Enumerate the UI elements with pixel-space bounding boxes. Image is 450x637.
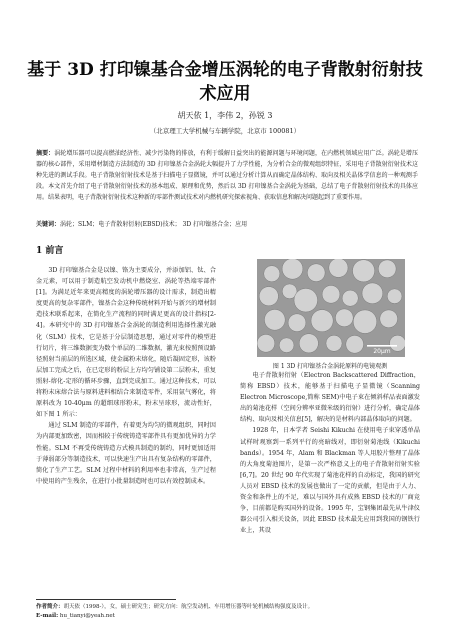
author-bio-label: 作者简介：	[36, 604, 64, 610]
powder-particle	[264, 309, 285, 330]
paragraph: 通过 SLM 制造的零部件，有着更为均匀的微观组织，同时因为内部更加致密，因而相较于传统铸造零部件具有更加优异的力学性能。SLM 不再受传统铸造方式模具制造的制约，同时更加适用于薄弱部分等制造技术，可以快速生产出具有复杂结构的零部件，简化了生产工艺。SLM 过程中材料的利用率也非常高，生产过程中使用的产生残余，在进行小批量制造时也可以有效控制成本。	[36, 422, 216, 485]
left-column	[36, 265, 216, 487]
email-link[interactable]: hu_tianyi@yeah.net	[59, 613, 115, 619]
powder-particle	[311, 310, 333, 332]
powder-particle	[387, 289, 402, 304]
paragraph: 电子背散射衍射（Electron Backscattered Diffraction，简称 EBSD）技术，能够基于扫描电子显微镜（Scanning Electron Microscope,简称 SEM)中电子束在倾斜样品表面激发出的菊池花样（空间分辨率亚微米级的衍射）进行分析，确定晶体结构、取向及相关信息[5]，解决的是材料内部晶体取向的问题。	[240, 372, 420, 424]
right-column	[240, 370, 420, 536]
powder-particle	[326, 335, 342, 351]
scale-bar	[367, 345, 397, 347]
powder-particle	[282, 259, 303, 279]
powder-particle	[335, 309, 353, 327]
powder-particle	[378, 260, 396, 278]
paragraph: 1928 年，日本学者 Seishi Kikuchi 在使用电子束穿透单晶试样时观察到一系列平行的亮暗线对，即衍射菊池线（Kikuchi bands）。1954 年，Alam 和 Blackman 等人用胶片整理了晶体的大角度菊池图片，是第一次严格意义上的电子背散射衍射实验[6,7]。20 世纪 90 年代实现了菊池花样的自动标定，我国的研究人员对 EBSD 技术的发展也做出了一定的贡献，但是由于人力、资金和条件上的不足，难以与国外具有成熟 EBSD 技术的厂商竞争，目前都是购买国外的设备。1995 年，宝钢集团最先从牛津仪器公司引入相关设备，因此 EBSD 技术最先应用到我国的钢铁行业上，其设	[240, 427, 420, 535]
footnote-divider	[36, 599, 176, 600]
powder-particle	[322, 285, 340, 303]
sem-figure	[257, 259, 405, 357]
author-list: 胡天依 1，李伟 2，孙锐 3	[177, 111, 273, 120]
keywords	[36, 219, 418, 228]
abstract-text: 涡轮增压器可以提高燃油经济性、减少污染物的排放，有利于缓解日益突出的能源问题与环境问题，在内燃机领域应用广泛。涡轮是增压器的核心部件，采用增材制造方法制造的 3D 打印镍基合金涡轮大幅提升了力学性能，为分析合金的微观组织特征，采用电子背散射衍射技术这种先进的测试手段。电子背散射衍射技术是基于扫描电子显微镜，并可以通过分析计算从而确定晶体结构、取向及相关晶体学信息的一种观测手段。本文首先介绍了电子背散射衍射技术的基本组成、原理和优势，然后以 3D 打印镍基合金涡轮为基础，总结了电子背散射衍射技术的具体应用。结果表明，电子背散射衍射技术这种新的零部件测试技术对内燃机研究探索视角、获取信息和解决问题起到了重要作用。	[36, 150, 418, 201]
powder-particle	[390, 335, 406, 351]
abstract-label: 摘要：	[36, 150, 55, 157]
powder-particle	[342, 290, 358, 306]
keywords-label: 关键词：	[36, 221, 61, 228]
author-email	[36, 612, 436, 621]
powder-particle	[380, 310, 398, 328]
powder-particle	[259, 287, 278, 306]
title-line-2: 术应用	[199, 84, 251, 104]
footnote	[36, 603, 436, 621]
powder-particle	[294, 288, 318, 312]
powder-particle	[353, 260, 375, 282]
abstract	[36, 148, 418, 203]
title-line-1: 基于 3D 打印镍基合金增压涡轮的电子背散射衍射技	[27, 60, 423, 80]
keywords-text: 涡轮；SLM；电子背散射衍射(EBSD)技术； 3D 打印镍基合金；应用	[60, 221, 248, 228]
paragraph: 3D 打印镍基合金是以镍、铬为主要成分，并添加铝、钛、合金元素，可以用于制造航空发动机中燃烧室、涡轮等热端零部件[1]。为满足近年来更高精度的涡轮增压器的设计需求，制造出精度更高的复杂零部件，镍基合金这种传统材料开始与新兴的增材制造技术联系起来，在简化生产流程的同时满足更高的设计指标[2-4]。本研究中的 3D 打印镍基合金涡轮的制造利用选择性激光融化（SLM）技术，它是基于分层制造思想，通过对零件的模型进行切片，将三维数据变为数个单层的二维数据，激光束按照预设路径照射当前层的所选区域，使金属粉末熔化，随后凝固定形，该粉层加工完成之后，在已定形的粉层上方均匀铺设第二层粉末，重复照射-熔化-定形的循环步骤，直到完成加工。通过这种技术，可以将粉末床熔合法与原料进料相结合来制造零件，采用氩气雾化，将原料改为 10-40μm 的超细球形粉末，粉末呈球形，流动性好，如下图 1 所示：	[36, 267, 216, 419]
powder-particle	[288, 314, 306, 332]
powder-particle	[353, 310, 377, 334]
sem-micrograph	[257, 259, 405, 357]
powder-particle	[329, 259, 348, 277]
affiliation: （北京理工大学机械与车辆学院，北京市 100081）	[149, 127, 301, 135]
section-heading: 1 前言	[36, 246, 64, 256]
email-label: E-mail:	[36, 613, 59, 619]
powder-particle	[346, 335, 364, 353]
powder-particle	[299, 334, 318, 353]
powder-particle	[257, 334, 275, 352]
paper-title	[20, 58, 430, 106]
figure-caption: 图 1 3D 打印镍基合金涡轮原料的电镜观测	[272, 363, 388, 370]
powder-particle	[279, 338, 294, 353]
scale-label: 20μm	[373, 348, 391, 355]
powder-particle	[264, 266, 280, 282]
author-bio-text: 胡天依（1998-），女，硕士研究生；研究方向：航空发动机、车用增压器等叶轮机械结构强度及设计。	[63, 604, 314, 610]
powder-particle	[307, 264, 325, 282]
author-bio	[36, 603, 436, 612]
powder-particle	[362, 283, 383, 304]
